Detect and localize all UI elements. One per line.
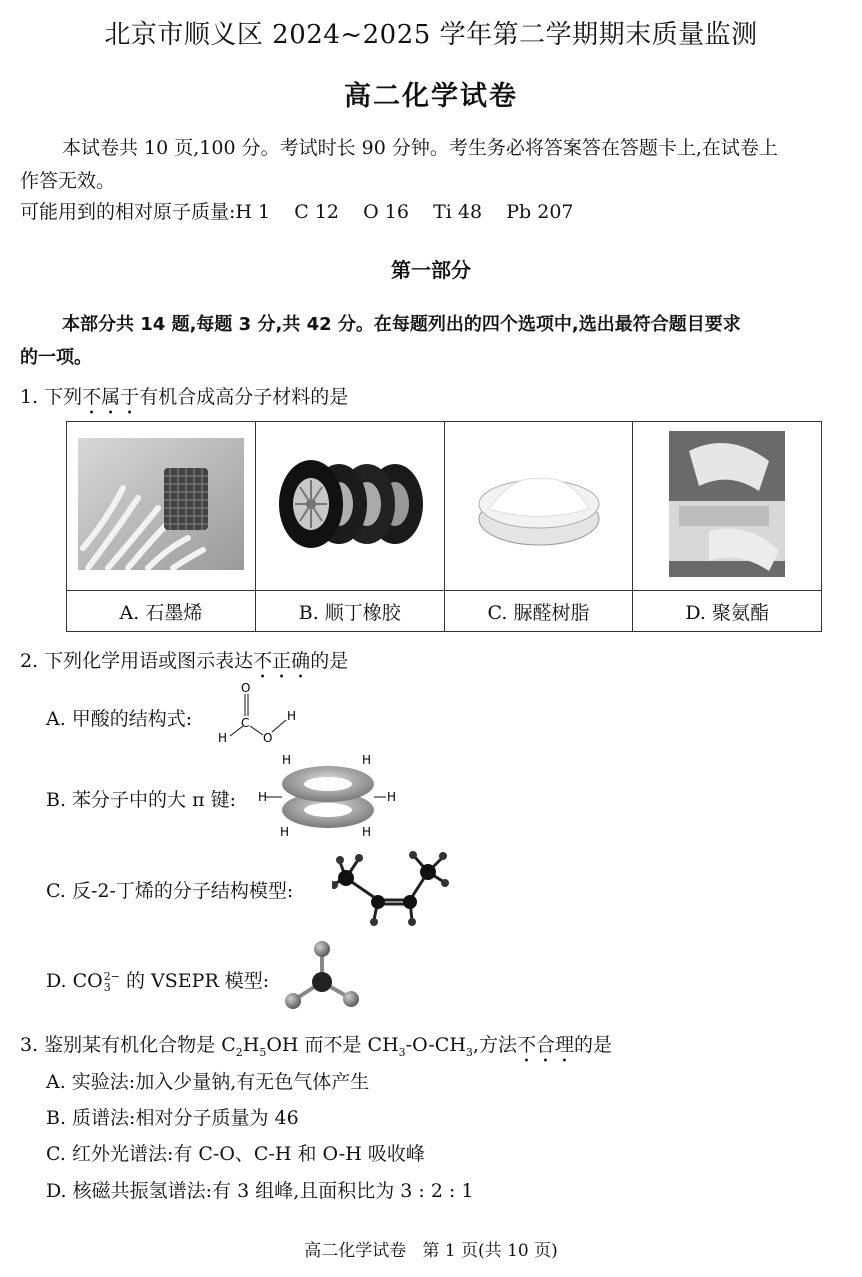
q1-image-c bbox=[444, 422, 633, 591]
atomic-masses: 可能用到的相对原子质量:H 1 C 12 O 16 Ti 48 Pb 207 bbox=[20, 201, 574, 223]
part-heading: 第一部分 bbox=[391, 258, 471, 282]
q3-sub-2: 5 bbox=[259, 1045, 267, 1059]
benzene-h-bl: H bbox=[280, 825, 290, 839]
q3-f2-mid: -O-CH bbox=[405, 1034, 466, 1056]
polyurethane-bandage-image bbox=[669, 431, 785, 577]
q1-emphasis: 不属于 bbox=[82, 386, 140, 408]
q1-image-a bbox=[67, 422, 256, 591]
page-footer: 高二化学试卷 第 1 页(共 10 页) bbox=[304, 1241, 558, 1261]
q1-option-b: B. 顺丁橡胶 bbox=[255, 591, 444, 632]
q1-options-table bbox=[66, 421, 822, 632]
benzene-h-right: H bbox=[387, 790, 397, 804]
q1-option-c: C. 脲醛树脂 bbox=[444, 591, 633, 632]
question-1 bbox=[20, 382, 348, 419]
q3-option-c: C. 红外光谱法:有 C-O、C-H 和 O-H 吸收峰 bbox=[46, 1143, 425, 1165]
question-2 bbox=[20, 646, 348, 683]
q2-d-subscript: 3 bbox=[103, 981, 111, 994]
benzene-h-br: H bbox=[362, 825, 372, 839]
part-instruction-2: 的一项。 bbox=[20, 347, 92, 368]
q3-emphasis: 不合理 bbox=[516, 1034, 574, 1056]
q1-option-a: A. 石墨烯 bbox=[67, 591, 256, 632]
q2-option-b: B. 苯分子中的大 π 键: bbox=[46, 789, 237, 811]
q2-d-charge: 2− bbox=[103, 970, 120, 983]
q2-option-c: C. 反-2-丁烯的分子结构模型: bbox=[46, 880, 294, 902]
exam-subtitle: 高二化学试卷 bbox=[344, 81, 518, 112]
trans-2-butene-model bbox=[332, 848, 452, 928]
atom-o-right: O bbox=[263, 731, 273, 744]
q3-suffix: 的是 bbox=[573, 1034, 612, 1056]
q3-prefix: 3. 鉴别某有机化合物是 C bbox=[20, 1034, 236, 1056]
q3-sub-4: 3 bbox=[465, 1045, 473, 1059]
q1-option-d: D. 聚氨酯 bbox=[633, 591, 822, 632]
graphene-image bbox=[78, 438, 244, 570]
carbonate-vsepr-model bbox=[280, 938, 360, 1014]
benzene-h-tr: H bbox=[362, 753, 372, 767]
atom-h-right: H bbox=[287, 709, 297, 723]
benzene-h-tl: H bbox=[282, 753, 292, 767]
intro-line-2: 作答无效。 bbox=[20, 170, 116, 192]
atom-c: C bbox=[241, 716, 250, 730]
q3-sub-3: 3 bbox=[398, 1045, 406, 1059]
atom-o-top: O bbox=[241, 681, 251, 695]
q3-f1-mid: H bbox=[242, 1034, 260, 1056]
q1-image-b bbox=[255, 422, 444, 591]
intro-line-1: 本试卷共 10 页,100 分。考试时长 90 分钟。考生务必将答案答在答题卡上,在试卷上 bbox=[62, 137, 778, 159]
benzene-h-left: H bbox=[258, 790, 268, 804]
q3-option-b: B. 质谱法:相对分子质量为 46 bbox=[46, 1107, 299, 1129]
tires-image bbox=[275, 449, 425, 559]
q2-option-d bbox=[46, 966, 269, 993]
exam-title: 北京市顺义区 2024~2025 学年第二学期期末质量监测 bbox=[104, 20, 758, 50]
q1-suffix: 有机合成高分子材料的是 bbox=[139, 386, 349, 408]
q2-emphasis: 不正确 bbox=[253, 650, 311, 672]
atom-h-left: H bbox=[218, 731, 228, 744]
question-3 bbox=[20, 1030, 612, 1067]
q1-prefix: 1. 下列 bbox=[20, 386, 83, 408]
formic-acid-structure bbox=[210, 680, 310, 744]
q2-d-suffix: 的 VSEPR 模型: bbox=[119, 970, 270, 992]
q1-image-d bbox=[633, 422, 822, 591]
q2-d-prefix: D. CO bbox=[46, 970, 103, 992]
q3-option-a: A. 实验法:加入少量钠,有无色气体产生 bbox=[46, 1071, 370, 1093]
q2-suffix: 的是 bbox=[310, 650, 349, 672]
q3-f2-end: ,方法 bbox=[472, 1034, 517, 1056]
q2-option-a: A. 甲酸的结构式: bbox=[46, 708, 193, 730]
resin-powder-image bbox=[474, 454, 604, 554]
q3-f1-end: OH 而不是 CH bbox=[266, 1034, 399, 1056]
q2-prefix: 2. 下列化学用语或图示表达 bbox=[20, 650, 254, 672]
q3-sub-1: 2 bbox=[235, 1045, 243, 1059]
q3-option-d: D. 核磁共振氢谱法:有 3 组峰,且面积比为 3 : 2 : 1 bbox=[46, 1180, 474, 1202]
part-instruction-1: 本部分共 14 题,每题 3 分,共 42 分。在每题列出的四个选项中,选出最符合题目要求 bbox=[62, 314, 741, 335]
benzene-pi-bond-diagram bbox=[256, 752, 406, 842]
